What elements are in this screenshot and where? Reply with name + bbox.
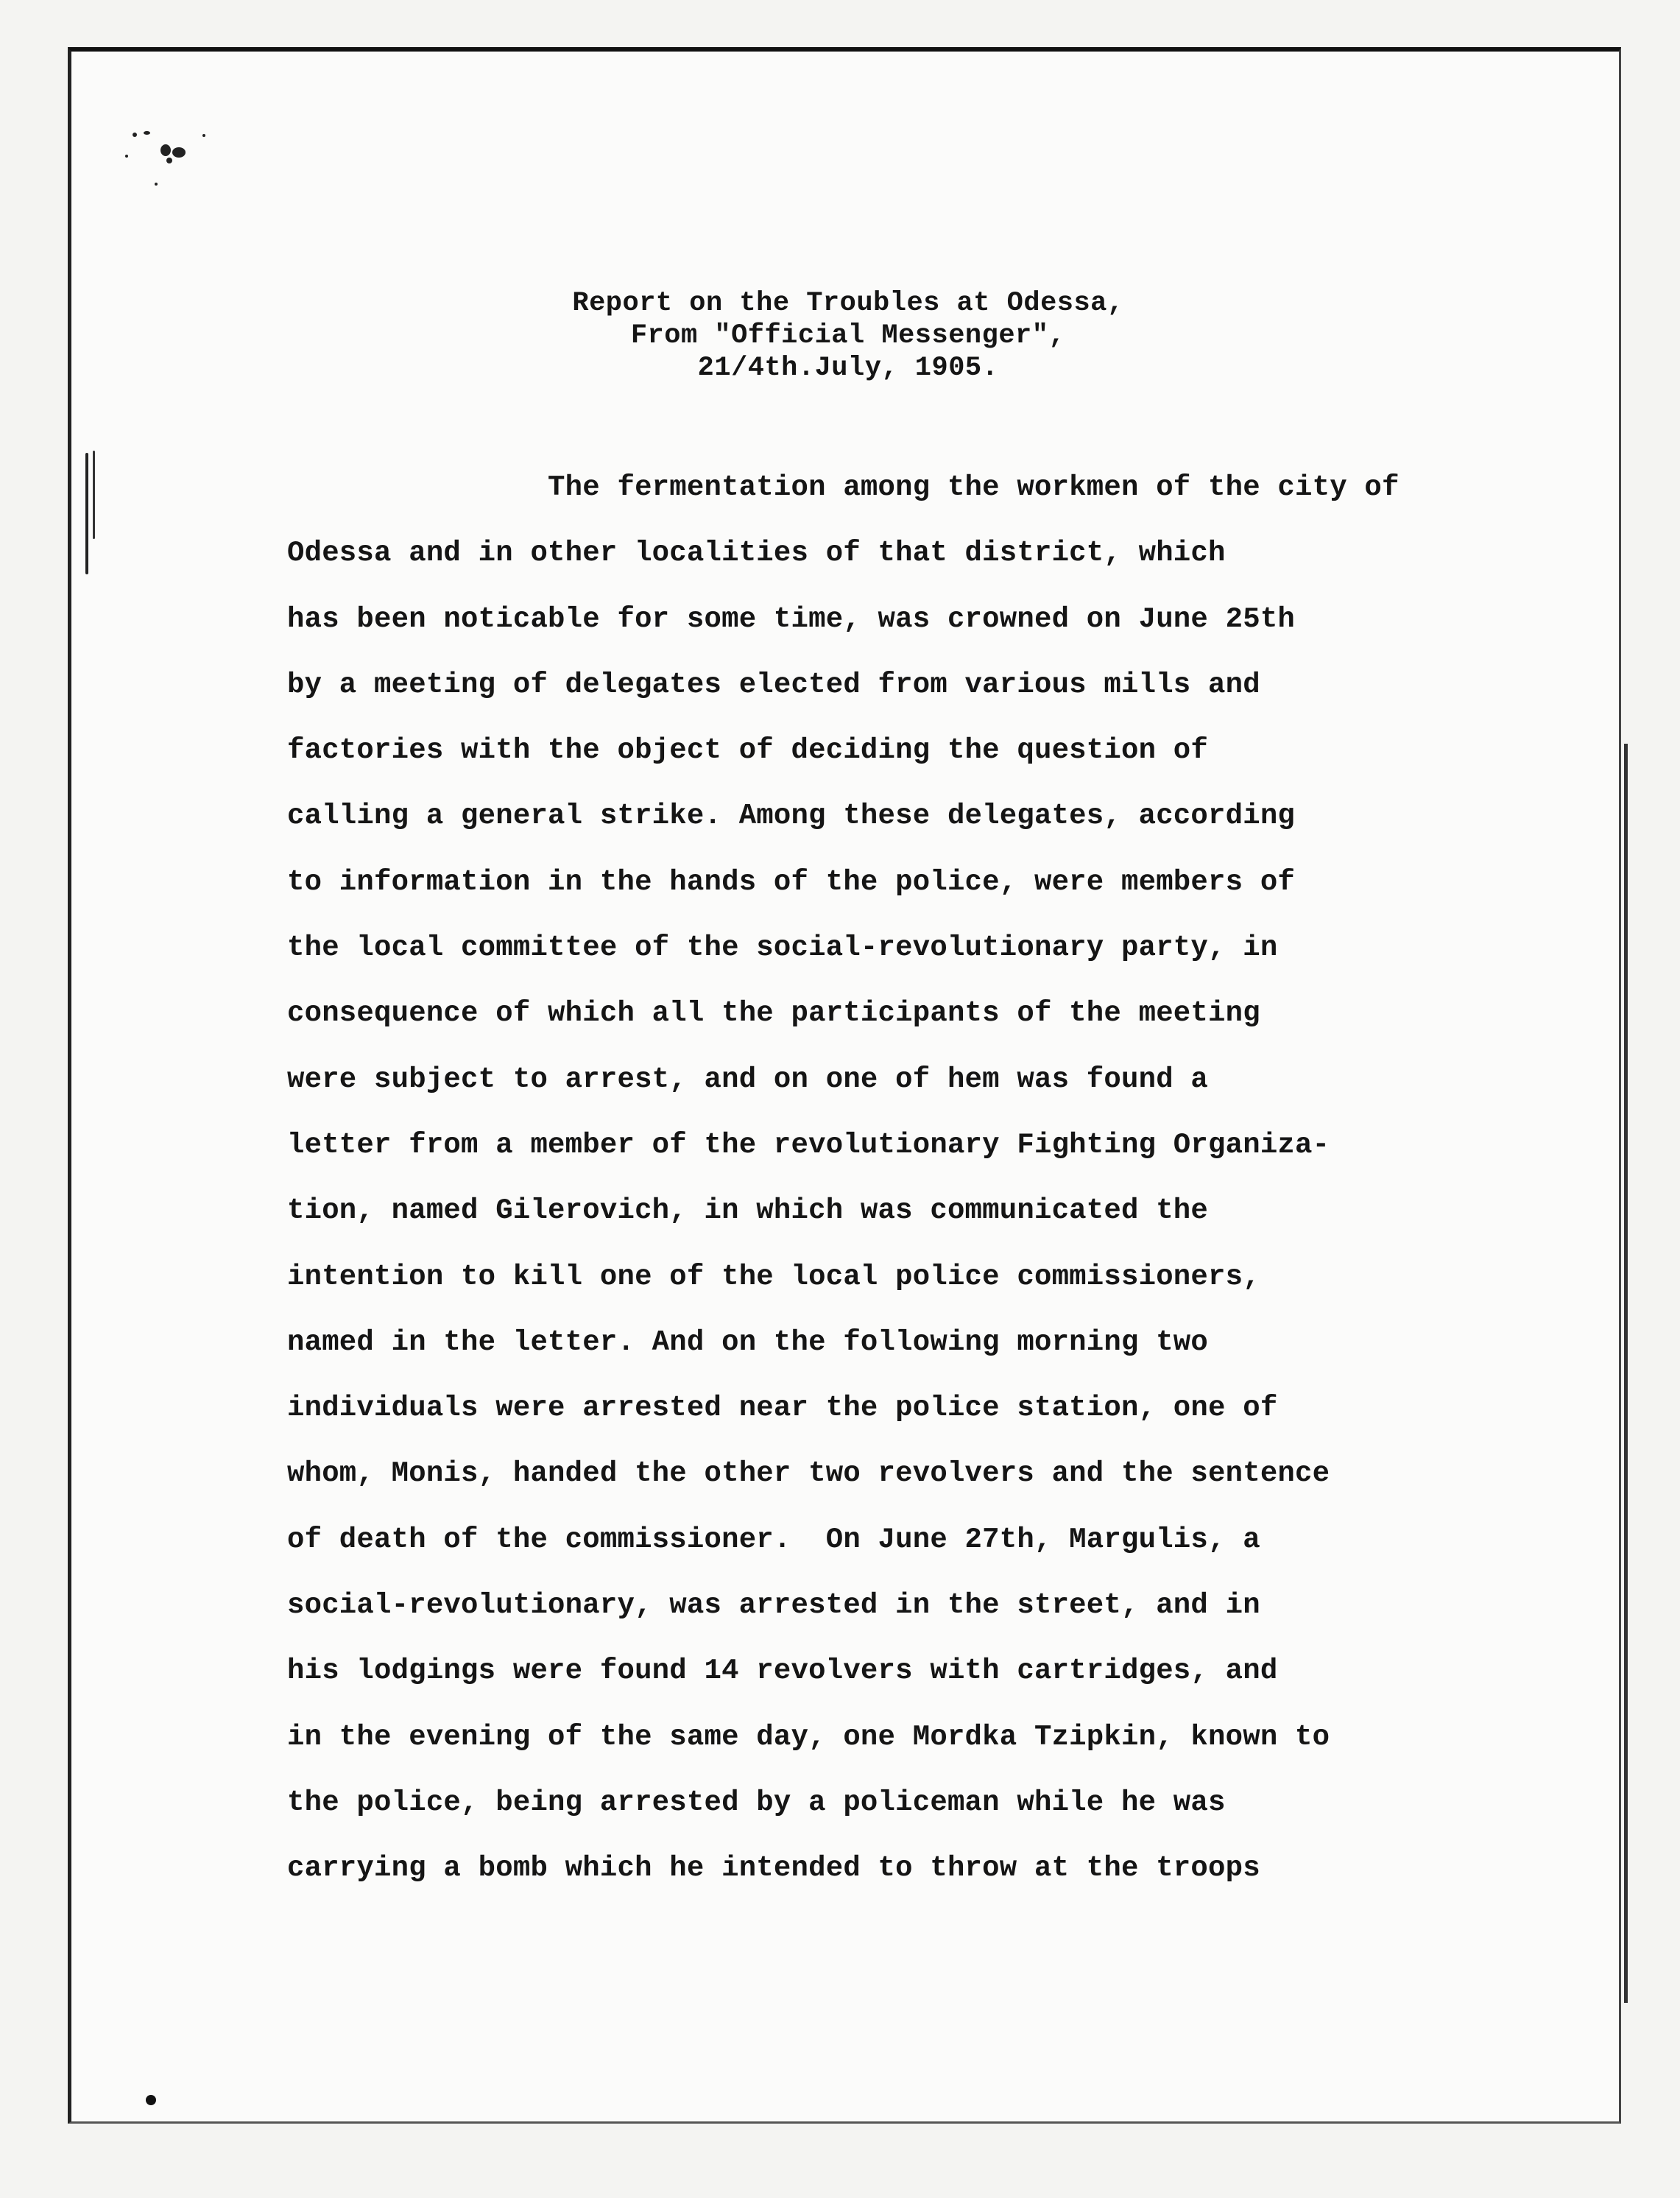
body-line: to information in the hands of the police, were members of bbox=[287, 865, 1296, 898]
title-line: Report on the Troubles at Odessa, bbox=[572, 288, 1124, 319]
body-line: consequence of which all the participants of the meeting bbox=[287, 997, 1260, 1030]
title-line: From "Official Messenger", bbox=[630, 320, 1066, 351]
document-title bbox=[71, 287, 1625, 384]
body-line: named in the letter. And on the following morning two bbox=[287, 1325, 1209, 1359]
margin-mark bbox=[93, 451, 95, 539]
body-line: Odessa and in other localities of that district, which bbox=[287, 537, 1226, 570]
ink-spot bbox=[146, 2095, 156, 2105]
body-line: factories with the object of deciding the question of bbox=[287, 734, 1209, 767]
margin-mark bbox=[85, 453, 88, 574]
body-line: tion, named Gilerovich, in which was communicated the bbox=[287, 1194, 1209, 1227]
body-line: by a meeting of delegates elected from various mills and bbox=[287, 668, 1260, 701]
body-line: were subject to arrest, and on one of hem was found a bbox=[287, 1063, 1209, 1096]
body-line: letter from a member of the revolutionary Fighting Organiza- bbox=[287, 1128, 1330, 1161]
body-line: of death of the commissioner. On June 27th, Margulis, a bbox=[287, 1523, 1260, 1556]
body-line: social-revolutionary, was arrested in the street, and in bbox=[287, 1589, 1260, 1622]
body-line: the police, being arrested by a policeman while he was bbox=[287, 1786, 1226, 1819]
body-line: has been noticable for some time, was crowned on June 25th bbox=[287, 602, 1296, 635]
body-line: carrying a bomb which he intended to throw at the troops bbox=[287, 1852, 1260, 1885]
body-line: in the evening of the same day, one Mordka Tzipkin, known to bbox=[287, 1720, 1330, 1753]
body-line: intention to kill one of the local police commissioners, bbox=[287, 1260, 1260, 1293]
body-line: The fermentation among the workmen of the city of bbox=[287, 471, 1400, 504]
body-line: whom, Monis, handed the other two revolvers and the sentence bbox=[287, 1457, 1330, 1490]
body-line: calling a general strike. Among these delegates, according bbox=[287, 800, 1296, 833]
body-line: individuals were arrested near the police station, one of bbox=[287, 1392, 1278, 1425]
body-line: the local committee of the social-revolutionary party, in bbox=[287, 931, 1278, 965]
document-body bbox=[287, 455, 1524, 1902]
body-line: his lodgings were found 14 revolvers with cartridges, and bbox=[287, 1655, 1278, 1688]
underlying-page-edge bbox=[1624, 744, 1628, 2003]
title-line: 21/4th.July, 1905. bbox=[697, 353, 999, 384]
ink-blot bbox=[125, 125, 213, 191]
